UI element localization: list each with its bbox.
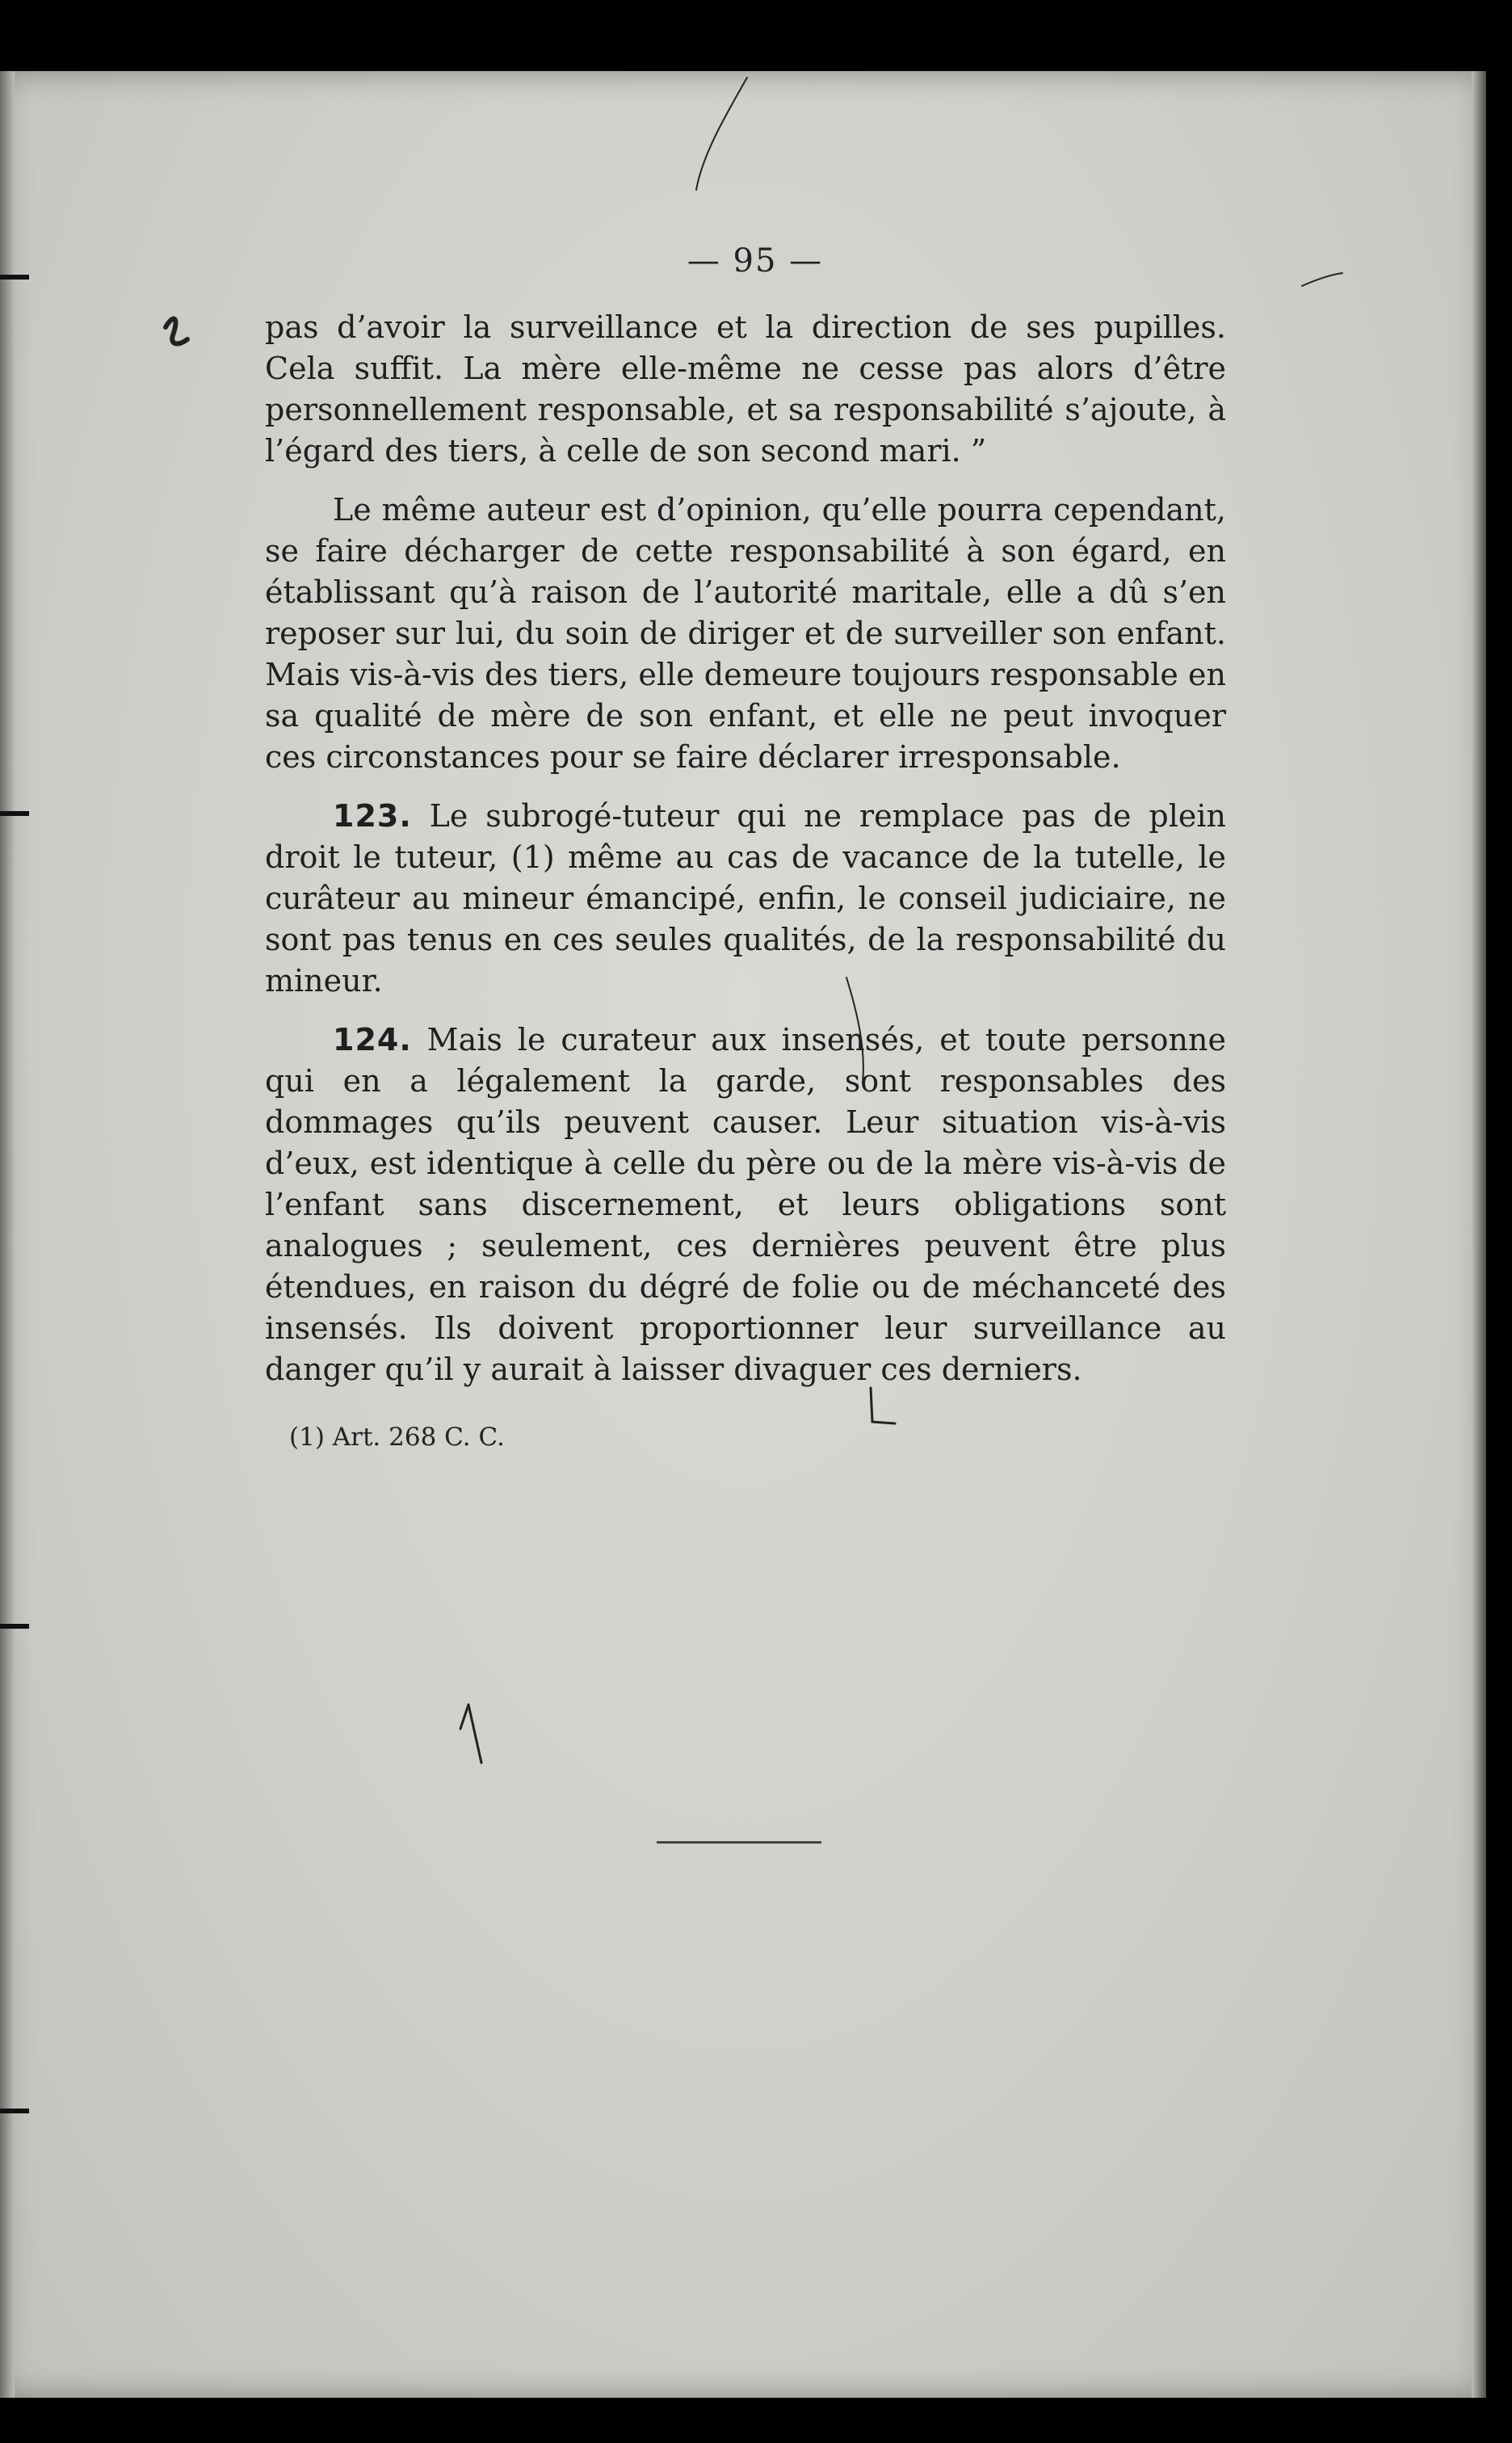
footnote: (1) Art. 268 C. C. xyxy=(289,1423,505,1452)
body-text xyxy=(265,233,1226,1453)
paragraph-text: Mais le curateur aux insensés, et toute personne qui en a légalement la garde, sont responsables des dommages qu’ils peuvent causer. Leur situation vis-à-vis d’eux, est identique à celle du père ou de la mère vis-à-vis de l’enfant sans discernement, et leurs obligations sont analogues ; seulement, ces dernières peuvent être plus étendues, en raison du dégré de folie ou de méchanceté des insensés. Ils doivent proportionner leur surveillance au danger qu’il y aurait à laisser divaguer ces derniers. xyxy=(265,1022,1226,1387)
paragraph-number: 124. xyxy=(333,1022,412,1058)
paragraph xyxy=(265,1020,1226,1390)
paragraph-text: Le subrogé-tuteur qui ne remplace pas de plein droit le tuteur, (1) même au cas de vacance de la tutelle, le curâteur au mineur émancipé, enfin, le conseil judiciaire, ne sont pas tenus en ces seules qualités, de la responsabilité du mineur. xyxy=(265,798,1226,999)
paragraph-number: 123. xyxy=(333,798,412,834)
paragraph xyxy=(265,307,1226,472)
section-separator-rule xyxy=(657,1841,821,1844)
page-right-edge xyxy=(1472,71,1486,2398)
paragraph-text: pas d’avoir la surveillance et la direction de ses pupilles. Cela suffit. La mère elle-même ne cesse pas alors d’être personnellement responsable, et sa responsabilité s’ajoute, à l’égard des tiers, à celle de son second mari. ” xyxy=(265,309,1226,469)
paragraph-text: Le même auteur est d’opinion, qu’elle pourra cependant, se faire décharger de cette responsabilité à son égard, en établissant qu’à raison de l’autorité maritale, elle a dû s’en reposer sur lui, du soin de diriger et de surveiller son enfant. Mais vis-à-vis des tiers, elle demeure toujours responsable en sa qualité de mère de son enfant, et elle ne peut invoquer ces circonstances pour se faire déclarer irresponsable. xyxy=(265,492,1226,775)
page-left-edge xyxy=(0,71,15,2398)
paragraph xyxy=(265,490,1226,778)
paragraph xyxy=(265,796,1226,1002)
page-number: — 95 — xyxy=(687,242,824,280)
